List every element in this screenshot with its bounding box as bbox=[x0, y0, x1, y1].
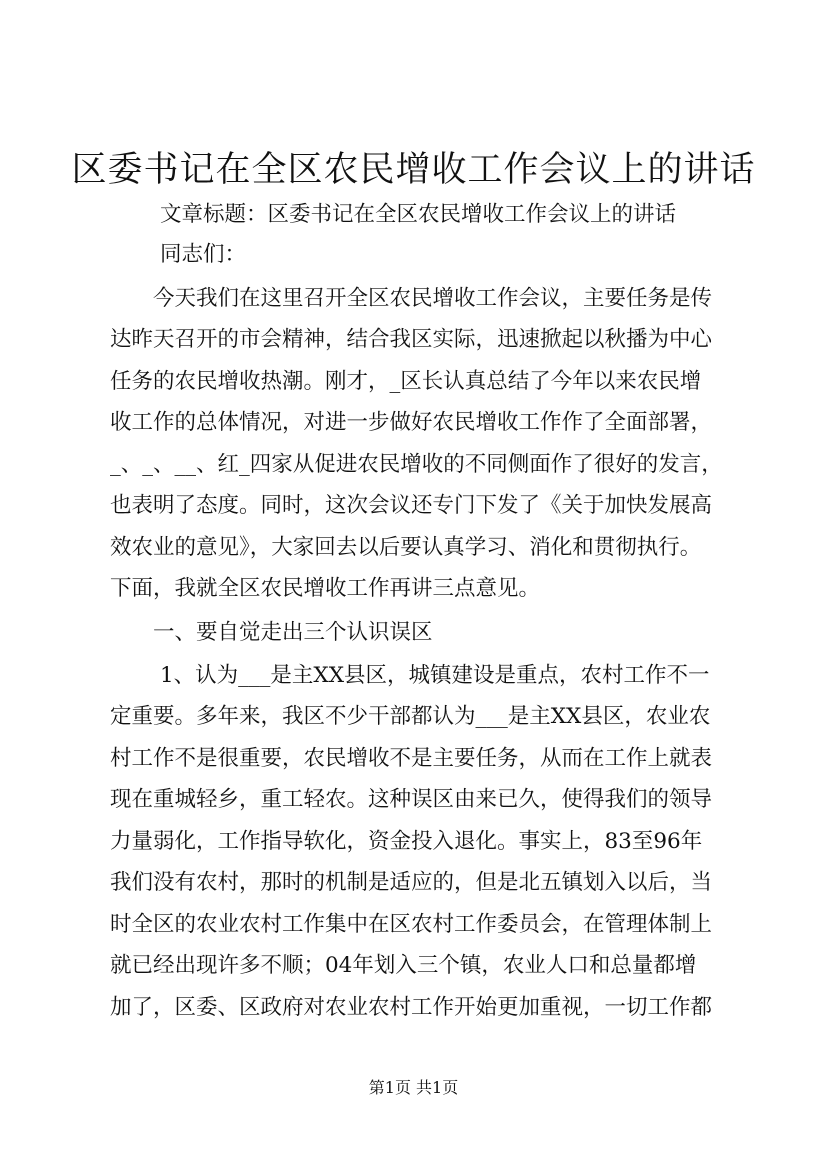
paragraph-line: 我们没有农村，那时的机制是适应的，但是北五镇划入以后，当 bbox=[110, 870, 713, 895]
document-title: 区委书记在全区农民增收工作会议上的讲话 bbox=[71, 150, 756, 190]
paragraph-line: _、_、__、红_四家从促进农民增收的不同侧面作了很好的发言， bbox=[110, 452, 723, 477]
paragraph-line: 力量弱化，工作指导软化，资金投入退化。事实上，83至96年 bbox=[110, 829, 703, 854]
paragraph-line: 任务的农民增收热潮。刚才，_区长认真总结了今年以来农民增 bbox=[110, 369, 702, 394]
paragraph-line: 现在重城轻乡，重工轻农。这种误区由来已久，使得我们的领导 bbox=[110, 787, 713, 812]
page-footer: 第1页 共1页 bbox=[368, 1078, 459, 1097]
article-title-line: 文章标题：区委书记在全区农民增收工作会议上的讲话 bbox=[160, 202, 677, 227]
paragraph-line: 就已经出现许多不顺；04年划入三个镇，农业人口和总量都增 bbox=[110, 953, 697, 978]
paragraph-line: 村工作不是很重要，农民增收不是主要任务，从而在工作上就表 bbox=[110, 746, 713, 771]
paragraph-line: 效农业的意见》，大家回去以后要认真学习、消化和贯彻执行。 bbox=[110, 535, 702, 560]
salutation: 同志们： bbox=[160, 242, 247, 267]
paragraph-line: 定重要。多年来，我区不少干部都认为___是主XX县区，农业农 bbox=[110, 704, 711, 729]
paragraph-line: 收工作的总体情况，对进一步做好农民增收工作作了全面部署， bbox=[110, 410, 713, 435]
paragraph-line: 时全区的农业农村工作集中在区农村工作委员会，在管理体制上 bbox=[110, 912, 713, 937]
paragraph-line: 也表明了态度。同时，这次会议还专门下发了《关于加快发展高 bbox=[110, 493, 713, 518]
paragraph-line: 今天我们在这里召开全区农民增收工作会议，主要任务是传 bbox=[153, 286, 713, 311]
paragraph-line: 下面，我就全区农民增收工作再讲三点意见。 bbox=[110, 576, 541, 601]
paragraph-line: 达昨天召开的市会精神，结合我区实际，迅速掀起以秋播为中心 bbox=[110, 327, 713, 352]
paragraph-line: 1、认为___是主XX县区，城镇建设是重点，农村工作不一 bbox=[160, 663, 710, 688]
section-heading: 一、要自觉走出三个认识误区 bbox=[153, 620, 433, 645]
paragraph-line: 加了，区委、区政府对农业农村工作开始更加重视，一切工作都 bbox=[110, 995, 713, 1020]
